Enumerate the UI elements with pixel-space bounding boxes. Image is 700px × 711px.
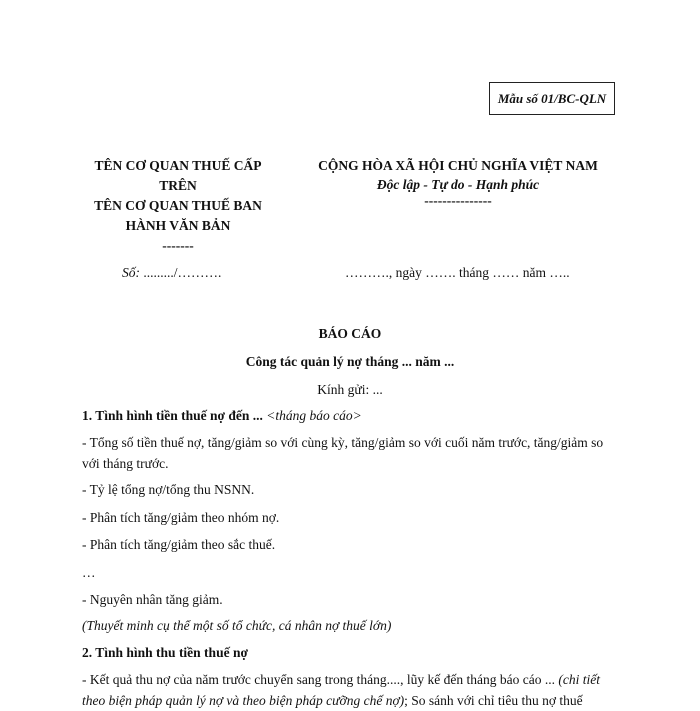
agency-line-1: TÊN CƠ QUAN THUẾ CẤP: [94, 158, 262, 173]
section1-item-tax-type: - Phân tích tăng/giảm theo sắc thuế.: [82, 537, 276, 552]
section2-item-collection: [82, 669, 622, 711]
section1-item-reason: - Nguyên nhân tăng giảm.: [82, 592, 223, 607]
section2-item-italic: (chi tiết theo biện pháp quản lý nợ và theo biện pháp cưỡng chế nợ): [82, 672, 600, 708]
section1-heading: [82, 405, 622, 426]
issuing-agency-header: [78, 156, 278, 256]
section1-item-total: - Tổng số tiền thuế nợ, tăng/giảm so với cùng kỳ, tăng/giảm so với cuối năm trước, tăng/giảm so với tháng trước.: [82, 435, 604, 471]
form-number: Mẫu số 01/BC-QLN: [497, 90, 607, 106]
national-motto: Độc lập - Tự do - Hạnh phúc: [376, 177, 540, 192]
section1-note-large-debtors: (Thuyết minh cụ thể một số tổ chức, cá nhân nợ thuế lớn): [82, 618, 392, 633]
agency-line-2: TRÊN: [159, 178, 197, 193]
national-header: [278, 156, 638, 208]
agency-divider: -------: [162, 238, 194, 253]
section1-item-ratio: - Tỷ lệ tổng nợ/tổng thu NSNN.: [82, 482, 255, 497]
document-number-value: ........./……….: [140, 265, 222, 280]
agency-line-4: HÀNH VĂN BẢN: [125, 218, 231, 233]
section1-note: <tháng báo cáo>: [262, 408, 362, 423]
section2-heading: 2. Tình hình thu tiền thuế nợ: [82, 645, 248, 660]
section1-ellipsis: …: [82, 565, 96, 580]
date-line: ………., ngày ……. tháng …… năm …..: [345, 265, 570, 280]
recipient-line: Kính gửi: ...: [317, 382, 383, 397]
document-number-label: Số:: [122, 265, 140, 280]
section2-item-tail: ; So sánh với chỉ tiêu thu nợ thuế: [404, 693, 583, 708]
document-subtitle: Công tác quản lý nợ tháng ... năm ...: [245, 354, 455, 369]
section1-title: 1. Tình hình tiền thuế nợ đến ...: [82, 408, 263, 423]
document-number: [122, 265, 221, 281]
section1-item-group: - Phân tích tăng/giảm theo nhóm nợ.: [82, 510, 280, 525]
form-number-box: [489, 82, 615, 115]
document-title: BÁO CÁO: [318, 326, 382, 341]
motto-divider: ---------------: [424, 193, 492, 208]
agency-line-3: TÊN CƠ QUAN THUẾ BAN: [94, 198, 262, 213]
section2-item-text: - Kết quả thu nợ của năm trước chuyển sang trong tháng...., lũy kế đến tháng báo cáo ...: [82, 672, 559, 687]
nation-name: CỘNG HÒA XÃ HỘI CHỦ NGHĨA VIỆT NAM: [318, 158, 598, 173]
